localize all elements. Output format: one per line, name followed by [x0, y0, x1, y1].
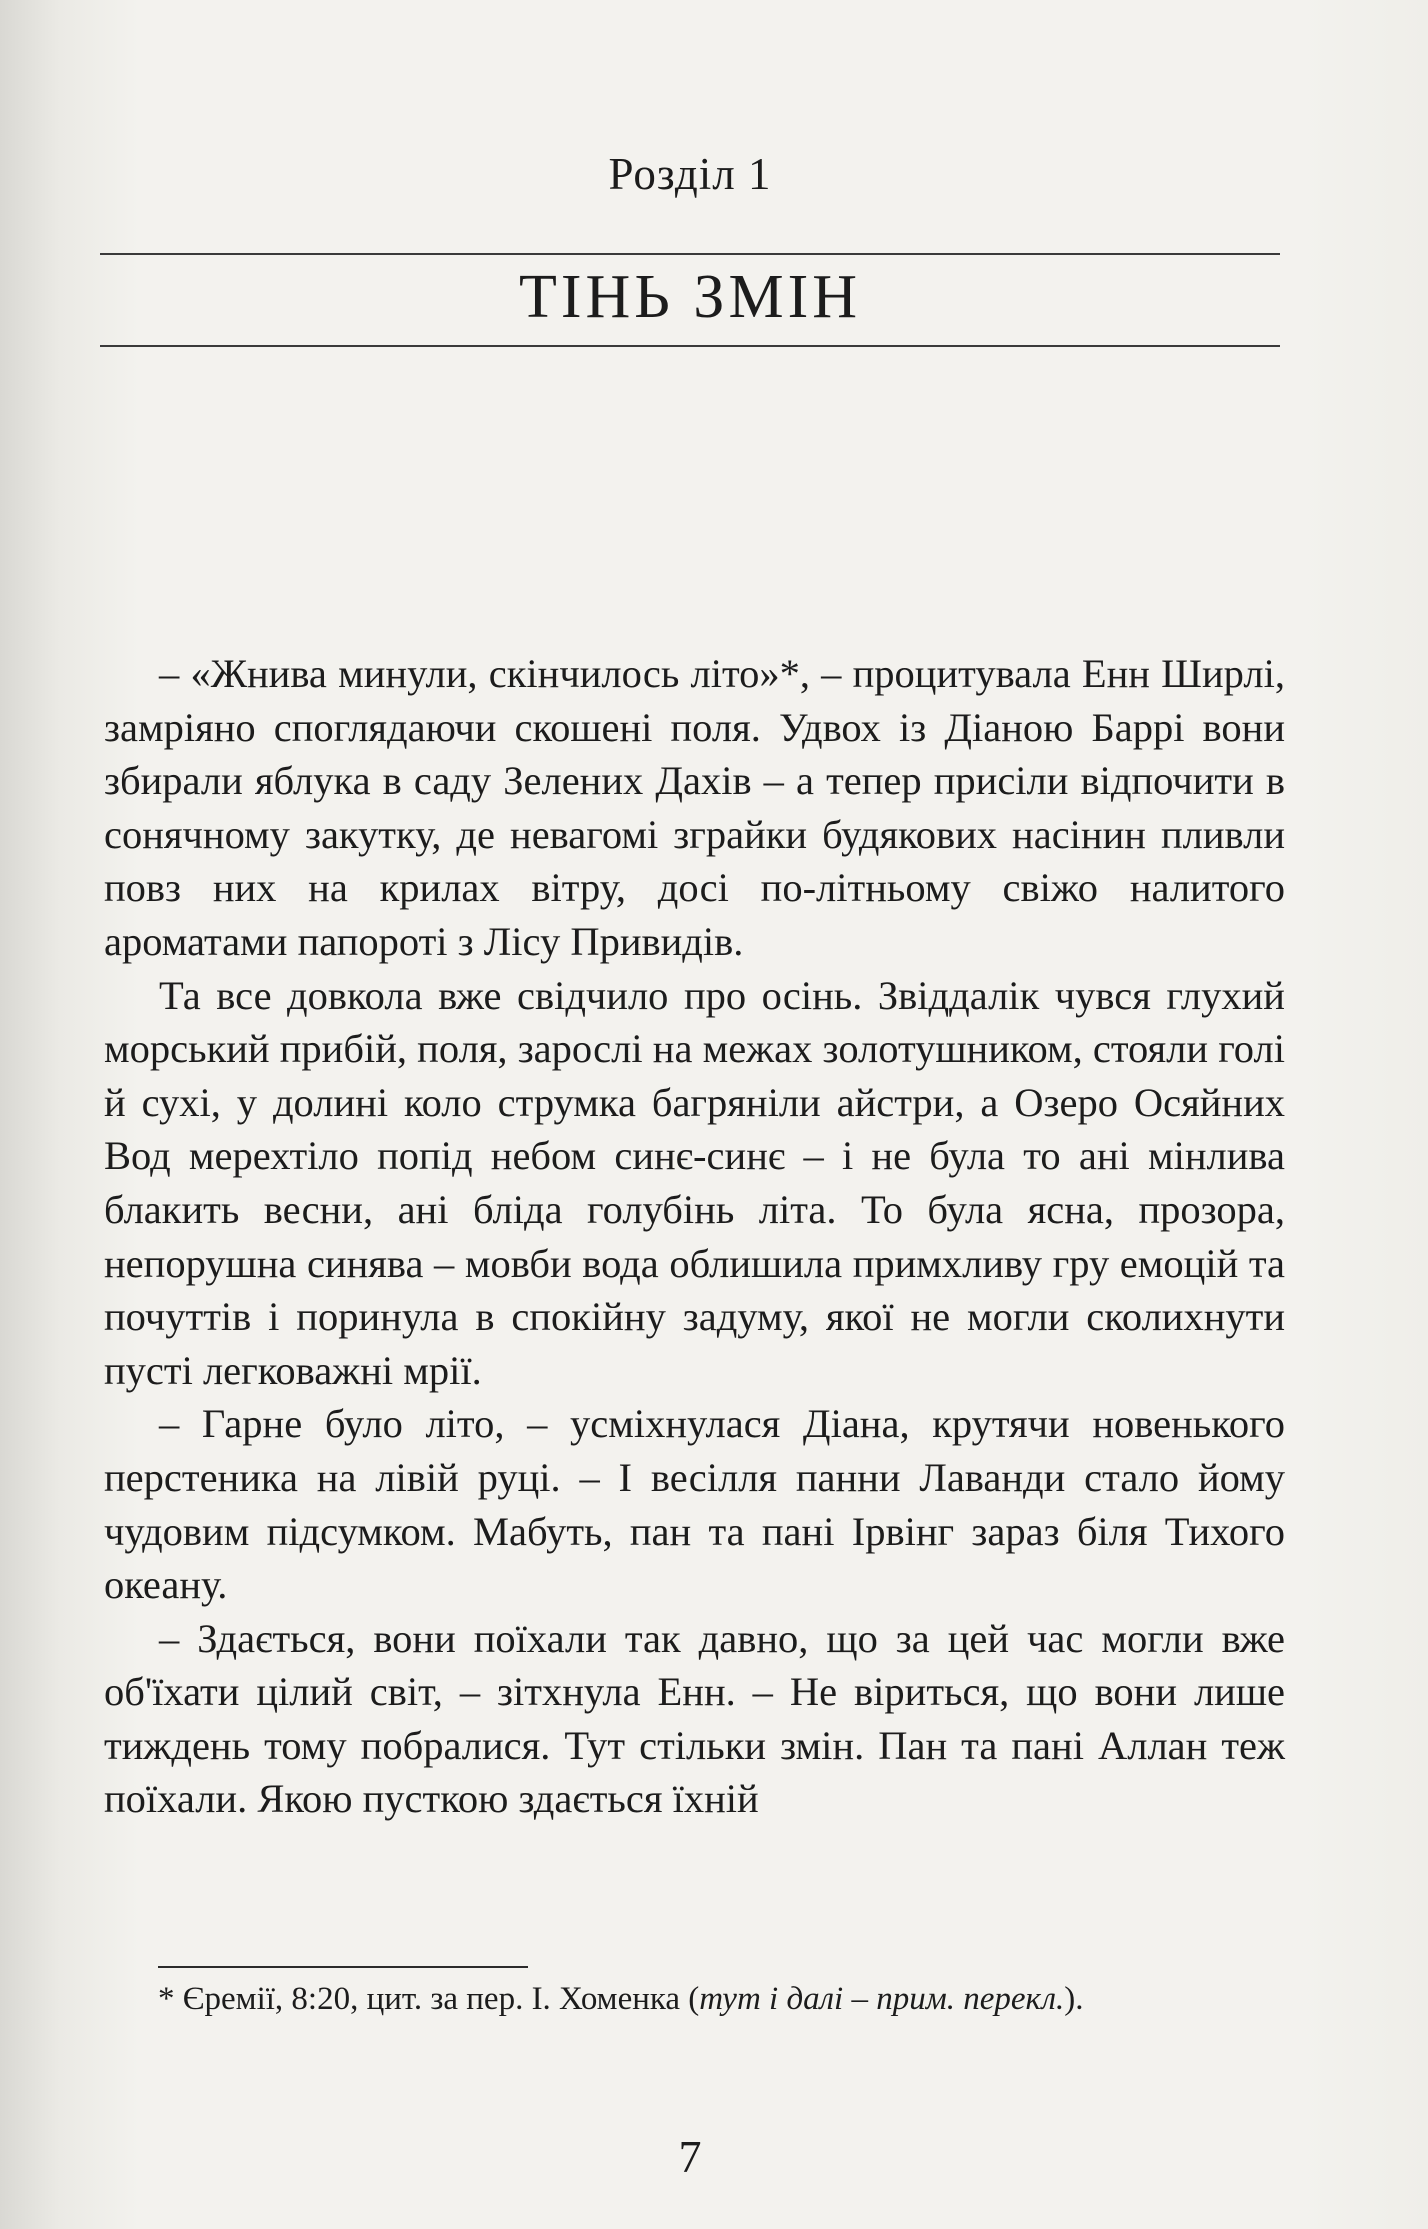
- title-top-rule: [100, 253, 1280, 255]
- footnote-rule: [158, 1966, 528, 1968]
- footnote-end: ).: [1064, 1981, 1084, 2017]
- paragraph: – Здається, вони поїхали так давно, що за цей час могли вже об'їхати цілий світ, – зітхнула Енн. – Не віриться, що вони лише тиждень тому побралися. Тут стільки змін. Пан та пані Аллан теж поїхали. Якою пусткою здається їхній: [104, 1615, 1285, 1822]
- paragraph: – «Жнива минули, скінчилось літо»*, – процитувала Енн Ширлі, замріяно споглядаючи скошені поля. Удвох із Діаною Баррі вони збирали яблука в саду Зелених Дахів – а тепер присіли відпочити в сонячному закутку, де невагомі зграйки будякових насінин пливли повз них на крилах вітру, досі по-літньому свіжо налитого ароматами папороті з Лісу Привидів.: [104, 651, 1285, 964]
- chapter-label: Розділ 1: [608, 149, 772, 199]
- body-text: [104, 647, 1285, 1826]
- footnote-text: * Єремії, 8:20, цит. за пер. І. Хоменка (: [158, 1981, 700, 2017]
- page-number: 7: [678, 2131, 702, 2182]
- footnote: [158, 1978, 1283, 2020]
- paragraph: Та все довкола вже свідчило про осінь. Звіддалік чувся глухий морський прибій, поля, зарослі на межах золотушником, стояли голі й сухі, у долині коло струмка багряніли айстри, а Озеро Осяйних Вод мерехтіло попід небом синє-синє – і не була то ані мінлива блакить весни, ані бліда голубінь літа. То була ясна, прозора, непорушна синява – мовби вода облишила примхливу гру емоцій та почуттів і поринула в спокійну задуму, якої не могли сколихнути пусті легковажні мрії.: [104, 972, 1285, 1393]
- paragraph: – Гарне було літо, – усміхнулася Діана, крутячи новенького перстеника на лівій руці. – І весілля панни Лаванди стало йому чудовим підсумком. Мабуть, пан та пані Ірвінг зараз біля Тихого океану.: [104, 1401, 1285, 1608]
- footnote-italic: тут і далі – прим. перекл.: [699, 1981, 1065, 2017]
- title-bottom-rule: [100, 345, 1280, 347]
- chapter-title: ТІНЬ ЗМІН: [518, 263, 861, 331]
